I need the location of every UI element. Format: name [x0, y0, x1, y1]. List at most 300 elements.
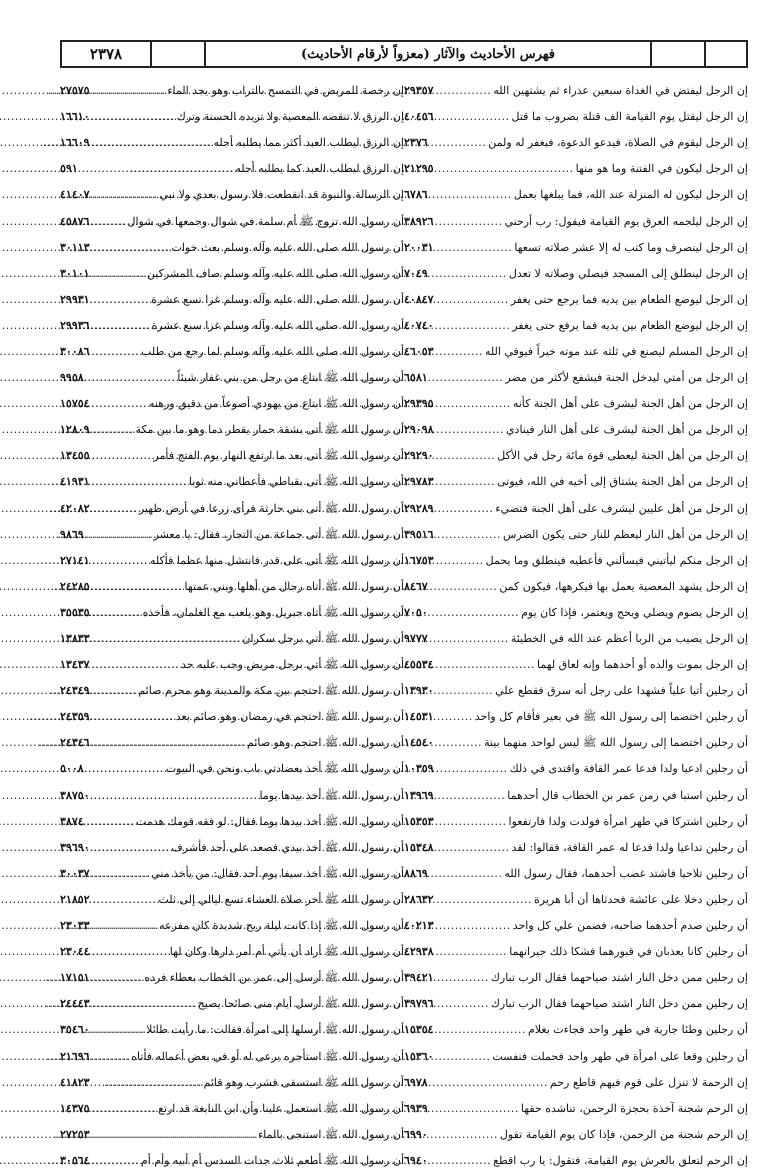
hadith-incipit: إن الرجل من أمتي ليدخل الجنة فيشفع لأكثر من مضر — [505, 371, 748, 385]
hadith-number: ٤٠٨٤٧ — [404, 292, 434, 306]
hadith-number: ١٦٧٥٣ — [404, 553, 434, 567]
hadith-number: ٤٥٥٣٤ — [404, 658, 434, 672]
leader-dots — [436, 841, 510, 855]
hadith-number: ٢٩٧٨٣ — [404, 475, 434, 489]
index-entry — [60, 182, 404, 208]
page-title: فهرس الأحاديث والآثار (معزواً لأرقام الأحاديث) — [204, 42, 650, 66]
hadith-number: ٣٠٥٦٤ — [60, 1153, 90, 1167]
leader-dots — [92, 554, 148, 568]
hadith-incipit: أن رجلين دخلا على عائشة فحدثاها أن أبا هريرة — [534, 892, 748, 906]
hadith-number: ٢٩٩٣١ — [60, 292, 90, 306]
leader-dots — [436, 293, 509, 307]
hadith-incipit: أن رجلين تداعيا ولدا فدعا له عمر القافة، فقالوا: لقد — [511, 840, 748, 854]
hadith-incipit: إن الرجل ليوضع الطعام بين يديه فما يرجع حتى يغفر — [510, 292, 748, 306]
hadith-number: ٤٥٨٧٦ — [60, 214, 90, 228]
hadith-incipit: أن رسول الله ﷺ أتى جماعة من التجار، فقال: يا معشر — [153, 527, 404, 541]
hadith-number: ٢١٢٩٥ — [404, 162, 434, 176]
hadith-incipit: أن رسول الله ﷺ احتجم في رمضان وهو صائم بعد — [175, 710, 404, 724]
index-entry — [404, 1122, 748, 1148]
hadith-incipit: أن رسول الله ﷺ استأجره يرعى له أو في بعض أعماله فأتاه — [131, 1049, 404, 1063]
hadith-number: ٢٧٢٥٣ — [60, 1127, 90, 1141]
hadith-incipit: أن رسول الله صلى الله عليه وآله وسلم صاف المشركين — [146, 266, 404, 280]
index-entry — [60, 522, 404, 548]
hadith-number: ٣٨٧٥٠ — [60, 788, 90, 802]
leader-dots — [86, 815, 134, 829]
hadith-number: ٢٤٣٥٩ — [60, 710, 90, 724]
hadith-number: ٧٠٥٠ — [404, 605, 428, 619]
hadith-incipit: إن الرجل ليكون له المنزلة عند الله، فما يبلغها بعمل — [513, 188, 748, 202]
index-entry — [60, 1096, 404, 1122]
hadith-incipit: أن رسول الله ﷺ أراد أن يأتي أم أمر دارها وكان لها — [169, 945, 404, 959]
hadith-number: ١٦٦٠٩ — [60, 136, 90, 150]
hadith-incipit: أن رسول الله ﷺ أتاه رجال من أهلها وبني عمتها — [184, 579, 404, 593]
hadith-number: ١٦٦١٠ — [60, 110, 90, 124]
hadith-number: ٢٩٣٥٧ — [404, 84, 434, 98]
index-entry — [404, 548, 748, 574]
hadith-incipit: أن رسول الله ﷺ أخذ بيدها يوما — [259, 788, 404, 802]
hadith-number: ٤٦٠٥٣ — [404, 344, 434, 358]
hadith-number: ٤٠٢١٣ — [404, 919, 434, 933]
leader-dots — [436, 762, 508, 776]
hadith-number: ١٣٤٥٥ — [60, 449, 90, 463]
hadith-incipit: أن رجلين كانا يعذبان في قبورهما فشكا ذلك جيرانهما — [509, 945, 748, 959]
leader-dots — [92, 789, 258, 803]
index-entry — [60, 443, 404, 469]
hadith-number: ١٢٨٠٩ — [60, 423, 90, 437]
index-entry — [60, 208, 404, 234]
index-entry — [60, 469, 404, 495]
hadith-incipit: إن الرجل يصيب من الربا أعظم عند الله في الخطيئة — [510, 632, 748, 646]
index-entry — [60, 1017, 404, 1043]
hadith-incipit: أن رسول الله ﷺ ابتاع من رجل من بني غفار شيئاً — [177, 371, 404, 385]
leader-dots — [92, 1154, 139, 1168]
index-entry — [404, 391, 748, 417]
hadith-incipit: أن رسول الله ﷺ استعمل علينا وأن ابن النابغة قد ارتع — [158, 1101, 404, 1115]
hadith-incipit: إن رجلين ممن دخل النار اشتد صياحهما فقال الرب تبارك — [490, 971, 748, 985]
hadith-number: ٦٥٨١ — [404, 371, 428, 385]
leader-dots — [436, 919, 511, 933]
leader-dots — [92, 1023, 145, 1037]
hadith-number: ١٣٩٣٠ — [404, 684, 434, 698]
hadith-number: ٢١٦٩٦ — [60, 1049, 90, 1063]
hadith-incipit: أن رسول الله ﷺ أخر صلاة العشاء تسع ليالي إلى ثلث — [158, 892, 404, 906]
hadith-number: ٢٤٢٨٥ — [60, 579, 90, 593]
hadith-incipit: أن رسول الله ﷺ احتجم وهو صائم — [246, 736, 404, 750]
index-entry — [60, 652, 404, 678]
hadith-incipit: إن الرسالة والنبوة قد انقطعت فلا رسول بعدي ولا نبي — [159, 188, 404, 202]
hadith-incipit: أن رجلين وطئا جارية في طهر واحد فجاءت بغلام — [528, 1023, 748, 1037]
index-entry — [60, 339, 404, 365]
hadith-number: ٩٩٥٨ — [60, 371, 84, 385]
hadith-number: ٧٠٤٩ — [404, 266, 428, 280]
index-entry — [60, 261, 404, 287]
hadith-number: ٨٤٦٧ — [404, 579, 428, 593]
hadith-number: ٣٩٦٩٠ — [60, 840, 90, 854]
index-entry — [404, 104, 748, 130]
index-entry — [404, 235, 748, 261]
index-entry — [60, 835, 404, 861]
hadith-incipit: أن رسول الله ﷺ أخذ بعضادتي باب ونحن في البيوت — [165, 762, 404, 776]
hadith-number: ٣٠١٠١ — [60, 266, 90, 280]
index-entry — [404, 652, 748, 678]
hadith-number: ٢٩٠٩٨ — [404, 423, 434, 437]
leader-dots — [92, 397, 147, 411]
hadith-incipit: إن الرزق ليطلب العبد كما يطلبه أجله — [235, 162, 404, 176]
index-column-right — [404, 78, 748, 1174]
index-entry — [60, 939, 404, 965]
hadith-incipit: إن الرحمة لا تنزل على قوم فيهم قاطع رحم — [549, 1075, 748, 1089]
hadith-number: ٤٠٧٤٠ — [404, 318, 434, 332]
index-column-left — [60, 78, 404, 1174]
leader-dots — [430, 632, 509, 646]
leader-dots — [436, 554, 484, 568]
index-entry — [60, 417, 404, 443]
hadith-incipit: أن رجلين استبا في زمن عمر بن الخطاب قال أحدهما — [507, 788, 748, 802]
hadith-number: ٢٩٢٩٠ — [404, 449, 434, 463]
index-entry — [60, 548, 404, 574]
header-blank-cell — [150, 42, 204, 66]
leader-dots — [430, 867, 503, 881]
index-entry — [60, 991, 404, 1017]
header-blank-cell — [704, 42, 746, 66]
hadith-incipit: إن الرزق ليطلب العبد أكثر مما يطلبه أجله — [213, 136, 404, 150]
index-entry — [60, 626, 404, 652]
hadith-incipit: أن رسول الله صلى الله عليه وآله وسلم غزا سبع عشرة — [151, 318, 404, 332]
index-entry — [60, 235, 404, 261]
hadith-number: ٤١٩٣١ — [60, 475, 90, 489]
leader-dots — [92, 1128, 257, 1142]
hadith-incipit: أن رسول الله تزوج ﷺ أم سلمة في شوال وجمعها في شوال — [127, 214, 404, 228]
index-entry — [404, 339, 748, 365]
hadith-number: ٣٨٧٤ — [60, 814, 84, 828]
hadith-number: ٨٨٦٩ — [404, 866, 428, 880]
index-entry — [60, 574, 404, 600]
leader-dots — [92, 475, 187, 489]
hadith-incipit: أن رجلين أتيا علياً فشهدا على رجل أنه سرق فقطع علي — [495, 684, 748, 698]
hadith-number: ٣٩٧٩٦ — [404, 997, 434, 1011]
index-entry — [404, 965, 748, 991]
index-entry — [404, 130, 748, 156]
leader-dots — [436, 502, 494, 516]
hadith-number: ١٤٣٧٥ — [60, 1101, 90, 1115]
hadith-number: ٩٨٦٩ — [60, 527, 84, 541]
index-entry — [404, 156, 748, 182]
hadith-incipit: أن رسول الله ﷺ أتاه جبريل وهو يلعب مع الغلمان، فأخذه — [142, 605, 404, 619]
index-entry — [60, 913, 404, 939]
index-entry — [60, 861, 404, 887]
hadith-number: ٢٧٥٧٥ — [60, 84, 90, 98]
index-entry — [404, 939, 748, 965]
leader-dots — [92, 867, 150, 881]
page-number: ٢٣٧٨ — [89, 45, 123, 63]
hadith-number: ٢٩٩٣٦ — [60, 318, 90, 332]
index-entry — [404, 78, 748, 104]
index-entry — [60, 730, 404, 756]
hadith-incipit: أن رجلين صدم أحدهما صاحبه، فضمن علي كل واحد — [512, 919, 748, 933]
index-entry — [404, 1017, 748, 1043]
hadith-number: ٢٤٤٤٣ — [60, 997, 90, 1011]
hadith-incipit: أن رجلين اشتركا في طهر امرأة فولدت ولدا فارتفعوا — [508, 814, 748, 828]
leader-dots — [430, 1076, 548, 1090]
leader-dots — [436, 945, 508, 959]
leader-dots — [436, 684, 494, 698]
leader-dots — [436, 528, 501, 542]
hadith-number: ٤٠٤٥٦ — [404, 110, 434, 124]
leader-dots — [436, 710, 473, 724]
index-entry — [404, 600, 748, 626]
index-entry — [60, 104, 404, 130]
hadith-number: ١٥٣٥٣ — [404, 814, 434, 828]
hadith-incipit: إن الرجل من أهل الجنة ليشرف على أهل الجنة كأنه — [512, 397, 748, 411]
leader-dots — [436, 736, 483, 750]
leader-dots — [436, 893, 533, 907]
leader-dots — [436, 449, 496, 463]
leader-dots — [436, 162, 574, 176]
index-entry — [60, 783, 404, 809]
hadith-incipit: إن الرجل ليكون في الفتنة وما هو منها — [575, 162, 748, 176]
hadith-incipit: إن الرجل من أهل الجنة ليعطى قوة مائة رجل في الأكل — [497, 449, 748, 463]
hadith-incipit: أن رجلين وقعا على امرأة في طهر واحد فحملت فنفست — [492, 1049, 748, 1063]
index-entry — [404, 626, 748, 652]
index-entry — [404, 1148, 748, 1174]
index-entry — [60, 965, 404, 991]
leader-dots — [430, 188, 512, 202]
index-entry — [60, 1043, 404, 1069]
page-header — [60, 40, 748, 68]
index-entry — [404, 417, 748, 443]
hadith-number: ١٥٣٦٠ — [404, 1049, 434, 1063]
hadith-number: ٢٩٣٩٥ — [404, 397, 434, 411]
index-entry — [404, 574, 748, 600]
hadith-incipit: أن رسول الله ﷺ أرسلها إلى امرأة فقالت: ما رأيت طائلا — [146, 1023, 404, 1037]
index-entry — [404, 913, 748, 939]
hadith-number: ٣٠٠٨٦ — [60, 344, 90, 358]
hadith-incipit: أن رسول الله ﷺ أخذ بيدي فصعد على أحد فأشرف — [171, 840, 404, 854]
leader-dots — [80, 162, 234, 176]
hadith-incipit: أن رسول الله ﷺ أخذ بيدها يوما فقال: لو فقه قومك هدمت — [136, 814, 404, 828]
index-entry — [60, 756, 404, 782]
index-entry — [404, 1043, 748, 1069]
leader-dots — [92, 997, 196, 1011]
hadith-incipit: إن الرحم شجنة من الرحمن، فإذا كان يوم القيامة تقول — [499, 1127, 748, 1141]
leader-dots — [436, 397, 511, 411]
index-entry — [60, 1122, 404, 1148]
index-entry — [60, 887, 404, 913]
hadith-number: ٩٧٧٧ — [404, 632, 428, 646]
hadith-incipit: إن الرجل من أهل النار ليعظم للنار حتى يكون الضرس — [503, 527, 748, 541]
index-entry — [404, 809, 748, 835]
hadith-incipit: أن رسول الله ﷺ استنجى بالماء — [258, 1127, 404, 1141]
leader-dots — [92, 110, 175, 124]
hadith-number: ١٣٩٦٩ — [404, 788, 434, 802]
hadith-incipit: إن الرجل من أهل الجنة ليشرف على أهل النار فينادي — [505, 423, 748, 437]
hadith-incipit: أن رسول الله ﷺ احتجم بين مكة والمدينة وهو محرم صائم — [138, 684, 404, 698]
leader-dots — [436, 997, 489, 1011]
index-entry — [404, 991, 748, 1017]
leader-dots — [92, 502, 137, 516]
hadith-number: ٢١٨٥٢ — [60, 892, 90, 906]
leader-dots — [92, 684, 137, 698]
leader-dots — [92, 319, 150, 333]
leader-dots — [436, 789, 506, 803]
hadith-incipit: إن الرجل ليقتل يوم القيامة الف قتلة بضروب ما قتل — [511, 110, 748, 124]
index-entry — [60, 1148, 404, 1174]
index-entry — [404, 756, 748, 782]
index-entry — [60, 678, 404, 704]
leader-dots — [430, 1128, 498, 1142]
index-entry — [60, 600, 404, 626]
leader-dots — [86, 762, 164, 776]
leader-dots — [92, 606, 141, 620]
hadith-number: ٤١٤٠٧ — [60, 188, 90, 202]
hadith-number: ٥٠٠٨ — [60, 762, 84, 776]
leader-dots — [436, 241, 513, 255]
index-entry — [404, 365, 748, 391]
leader-dots — [92, 267, 145, 281]
hadith-incipit: أن رسول الله ﷺ أرسل إلى عمر بن الخطاب بعطاء فرده — [144, 971, 404, 985]
leader-dots — [430, 1154, 491, 1168]
hadith-number: ١٣٨٣٣ — [60, 632, 90, 646]
leader-dots — [430, 606, 519, 620]
leader-dots — [92, 710, 174, 724]
hadith-incipit: إن رجلين ممن دخل النار اشتد صياحهما فقال الرب تبارك — [490, 997, 748, 1011]
hadith-incipit: إن الرجل يصوم ويصلي ويحج ويعتمر، فإذا كان يوم — [521, 605, 748, 619]
leader-dots — [436, 1050, 491, 1064]
leader-dots — [430, 580, 498, 594]
hadith-number: ٦٩٤٠ — [404, 1153, 428, 1167]
hadith-incipit: إن الرجل منكم ليأتيني فيسألني فأعطيه فينطلق وما يحمل — [485, 553, 748, 567]
index-entry — [60, 391, 404, 417]
hadith-incipit: أن رجلين ادعيا ولدا فدعا عمر القافة واقتدى في ذلك — [509, 762, 748, 776]
hadith-incipit: أن رسول الله ﷺ أرسل أيام منى صائحا يصيح — [197, 997, 404, 1011]
hadith-incipit: أن رسول الله ﷺ أتى بني حارثة فرأى زرعا في أرض ظهير — [138, 501, 404, 515]
leader-dots — [436, 815, 507, 829]
index-entry — [404, 182, 748, 208]
hadith-incipit: أن رسول الله ﷺ أتى بشقة حمار يقطر دما وهو ما بين مكة — [135, 423, 404, 437]
index-entry — [60, 496, 404, 522]
index-entry — [404, 1070, 748, 1096]
hadith-incipit: أن رسول الله صلى الله عليه وآله وسلم لما رجع من طلب — [141, 344, 404, 358]
index-entry — [404, 496, 748, 522]
hadith-number: ٤٢٩٣٨ — [404, 945, 434, 959]
hadith-incipit: أن رسول الله ﷺ استسقى فشرب وهو قائم — [203, 1075, 404, 1089]
leader-dots — [92, 215, 126, 229]
leader-dots — [436, 110, 510, 124]
hadith-incipit: إن الرحم لتعلق بالعرش يوم القيامة، فتقول: يا رب اقطع — [493, 1153, 748, 1167]
leader-dots — [92, 449, 152, 463]
index-entry — [60, 287, 404, 313]
leader-dots — [92, 632, 241, 646]
leader-dots — [436, 423, 504, 437]
hadith-number: ٤٢٠٨٢ — [60, 501, 90, 515]
hadith-number: ٥٩١ — [60, 162, 78, 176]
hadith-number: ٣٩٤٢١ — [404, 971, 434, 985]
leader-dots — [436, 345, 483, 359]
leader-dots — [436, 658, 536, 672]
index-entry — [404, 469, 748, 495]
hadith-number: ٢٨٦٣٢ — [404, 892, 434, 906]
index-entry — [60, 809, 404, 835]
index-entry — [404, 443, 748, 469]
hadith-incipit: أن رسول الله ﷺ إذا كانت ليلة ريح شديدة كان مفزعه — [159, 919, 404, 933]
hadith-number: ٢٣٠٣٣ — [60, 919, 90, 933]
hadith-incipit: أن رجلين تلاحيا فاشتد غضب أحدهما، فقال رسول الله — [504, 866, 748, 880]
index-entry — [404, 835, 748, 861]
hadith-incipit: أن رسول الله ﷺ ابتاع من يهودي أصوعاً من دقيق ورهنه — [148, 397, 404, 411]
index-entry — [60, 78, 404, 104]
hadith-number: ٢٣٧٦ — [404, 136, 428, 150]
leader-dots — [92, 1050, 130, 1064]
hadith-number: ١٣٤٣٧ — [60, 658, 90, 672]
leader-dots — [92, 736, 245, 750]
index-entry — [60, 365, 404, 391]
hadith-number: ٢٠٠٣١ — [404, 240, 434, 254]
hadith-incipit: أن رسول الله ﷺ أتى بعد ما ارتفع النهار يوم الفتح فأمر — [153, 449, 404, 463]
leader-dots — [430, 1102, 519, 1116]
leader-dots — [92, 241, 170, 255]
index-entry — [60, 156, 404, 182]
hadith-incipit: أن رسول الله صلى الله عليه وآله وسلم غزا تسع عشرة — [151, 292, 404, 306]
leader-dots — [86, 371, 176, 385]
hadith-incipit: إن الرجل من أهل الجنة يشتاق إلى أخيه في الله، فيوتى — [496, 475, 748, 489]
hadith-incipit: أن رسول الله ﷺ أطعم ثلاث جدات السدس أم أبيه وأم أم — [140, 1153, 404, 1167]
index-entry — [404, 1096, 748, 1122]
hadith-incipit: أن رجلين اختصما إلى رسول الله ﷺ في بعير فأقام كل واحد — [474, 710, 748, 724]
index-entry — [404, 887, 748, 913]
leader-dots — [436, 475, 495, 489]
leader-dots — [92, 893, 157, 907]
leader-dots — [436, 971, 489, 985]
hadith-incipit: إن رخصة للمريض في التمسح بالتراب وهو يجد الماء — [167, 84, 404, 98]
index-entry — [404, 678, 748, 704]
hadith-number: ١٧١٥١ — [60, 971, 90, 985]
hadith-incipit: أن رسول الله ﷺ أتي برجل مريض وجب عليه حد — [181, 658, 404, 672]
hadith-number: ٣٠١١٣ — [60, 240, 90, 254]
leader-dots — [436, 84, 492, 98]
hadith-number: ٦٩٩٠ — [404, 1127, 428, 1141]
leader-dots — [92, 841, 170, 855]
index-entry — [404, 730, 748, 756]
leader-dots — [92, 945, 168, 959]
hadith-incipit: إن الرجل من أهل عليين ليشرف على أهل الجنة فتضيء — [495, 501, 748, 515]
leader-dots — [92, 1076, 202, 1090]
leader-dots — [92, 84, 166, 98]
hadith-incipit: إن الرجل يشهد المعصية يعمل بها فيكرهها، فيكون كمن — [499, 579, 748, 593]
hadith-incipit: إن الرجل يموت والده أو أحدهما وإنه لعاق لهما — [537, 658, 748, 672]
hadith-number: ١٤٥٤٠ — [404, 736, 434, 750]
hadith-number: ٢٩٢٨٩ — [404, 501, 434, 515]
hadith-number: ٦٩٣٩ — [404, 1101, 428, 1115]
leader-dots — [436, 215, 503, 229]
hadith-incipit: إن الرجل لينصرف وما كتب له إلا عشر صلاته تسعها — [514, 240, 748, 254]
hadith-incipit: إن الرجل المسلم ليصنع في ثلثه عند موته خيراً فيوفي الله — [484, 344, 748, 358]
hadith-number: ٣٩٥١٦ — [404, 527, 434, 541]
hadith-incipit: أن رسول الله ﷺ أخذ سيفا يوم أحد فقال: من يأخذ مني — [151, 866, 404, 880]
leader-dots — [92, 345, 140, 359]
hadith-incipit: إن الرزق لا تنقصه المعصية ولا تزيده الحسنة وترك — [176, 110, 404, 124]
hadith-number: ١٥٣٤٨ — [404, 840, 434, 854]
index-entry — [404, 261, 748, 287]
leader-dots — [92, 971, 143, 985]
hadith-number: ٣٠٠٣٧ — [60, 866, 90, 880]
hadith-incipit: إن الرجل ليلجمه العرق يوم القيامة فيقول: رب أرحني — [504, 214, 748, 228]
hadith-incipit: أن رسول الله ﷺ أتي برجل سكران — [242, 632, 404, 646]
index-entry — [404, 704, 748, 730]
hadith-number: ١٠٣٥٩ — [404, 762, 434, 776]
hadith-incipit: إن الرجل ليقوم في الصلاة، فيدعو الدعوة، فيغفر له ولمن — [488, 136, 748, 150]
hadith-number: ١٥٧٥٤ — [60, 397, 90, 411]
hadith-incipit: إن الرجل ليوضع الطعام بين يديه فما يرفع حتى يغفر — [512, 318, 748, 332]
